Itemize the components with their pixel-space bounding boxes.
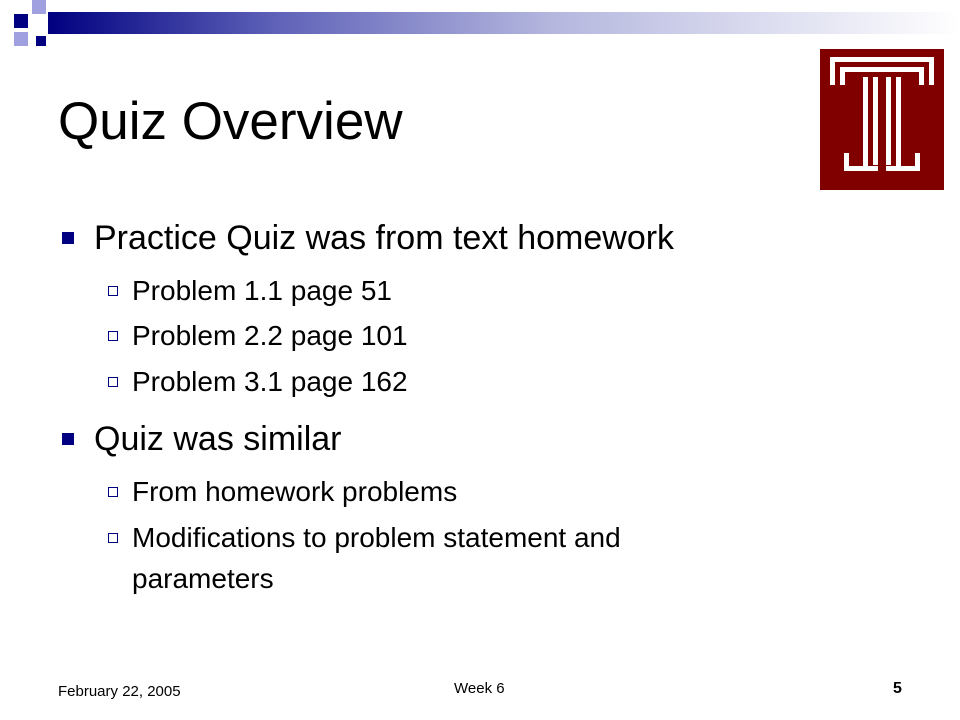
sub-bullet-square-icon [108, 286, 118, 296]
bullet-square-icon [62, 433, 74, 445]
sub-bullet-square-icon [108, 331, 118, 341]
bullet-text: Practice Quiz was from text homework [94, 219, 675, 257]
sub-bullet-text: Modifications to problem statement and [132, 522, 621, 553]
temple-t-logo-icon [820, 49, 944, 190]
bullet-square-icon [62, 232, 74, 244]
decor-square [36, 36, 46, 46]
sub-bullet-text: Problem 2.2 page 101 [132, 320, 408, 351]
decor-square [32, 0, 46, 14]
sub-bullet-square-icon [108, 377, 118, 387]
sub-bullet-text: From homework problems [132, 476, 458, 507]
decor-square [14, 32, 28, 46]
footer-date: February 22, 2005 [58, 683, 181, 700]
footer-week: Week 6 [454, 680, 505, 697]
sub-bullet-square-icon [108, 487, 118, 497]
sub-bullet-square-icon [108, 533, 118, 543]
sub-bullet-text-continuation: parameters [132, 563, 274, 594]
page-number: 5 [893, 680, 902, 697]
decor-square [14, 14, 28, 28]
sub-bullet-text: Problem 3.1 page 162 [132, 366, 408, 397]
header-gradient-bar [48, 12, 960, 34]
slide-title: Quiz Overview [58, 92, 403, 151]
sub-bullet-text: Problem 1.1 page 51 [132, 275, 392, 306]
bullet-text: Quiz was similar [94, 420, 342, 458]
